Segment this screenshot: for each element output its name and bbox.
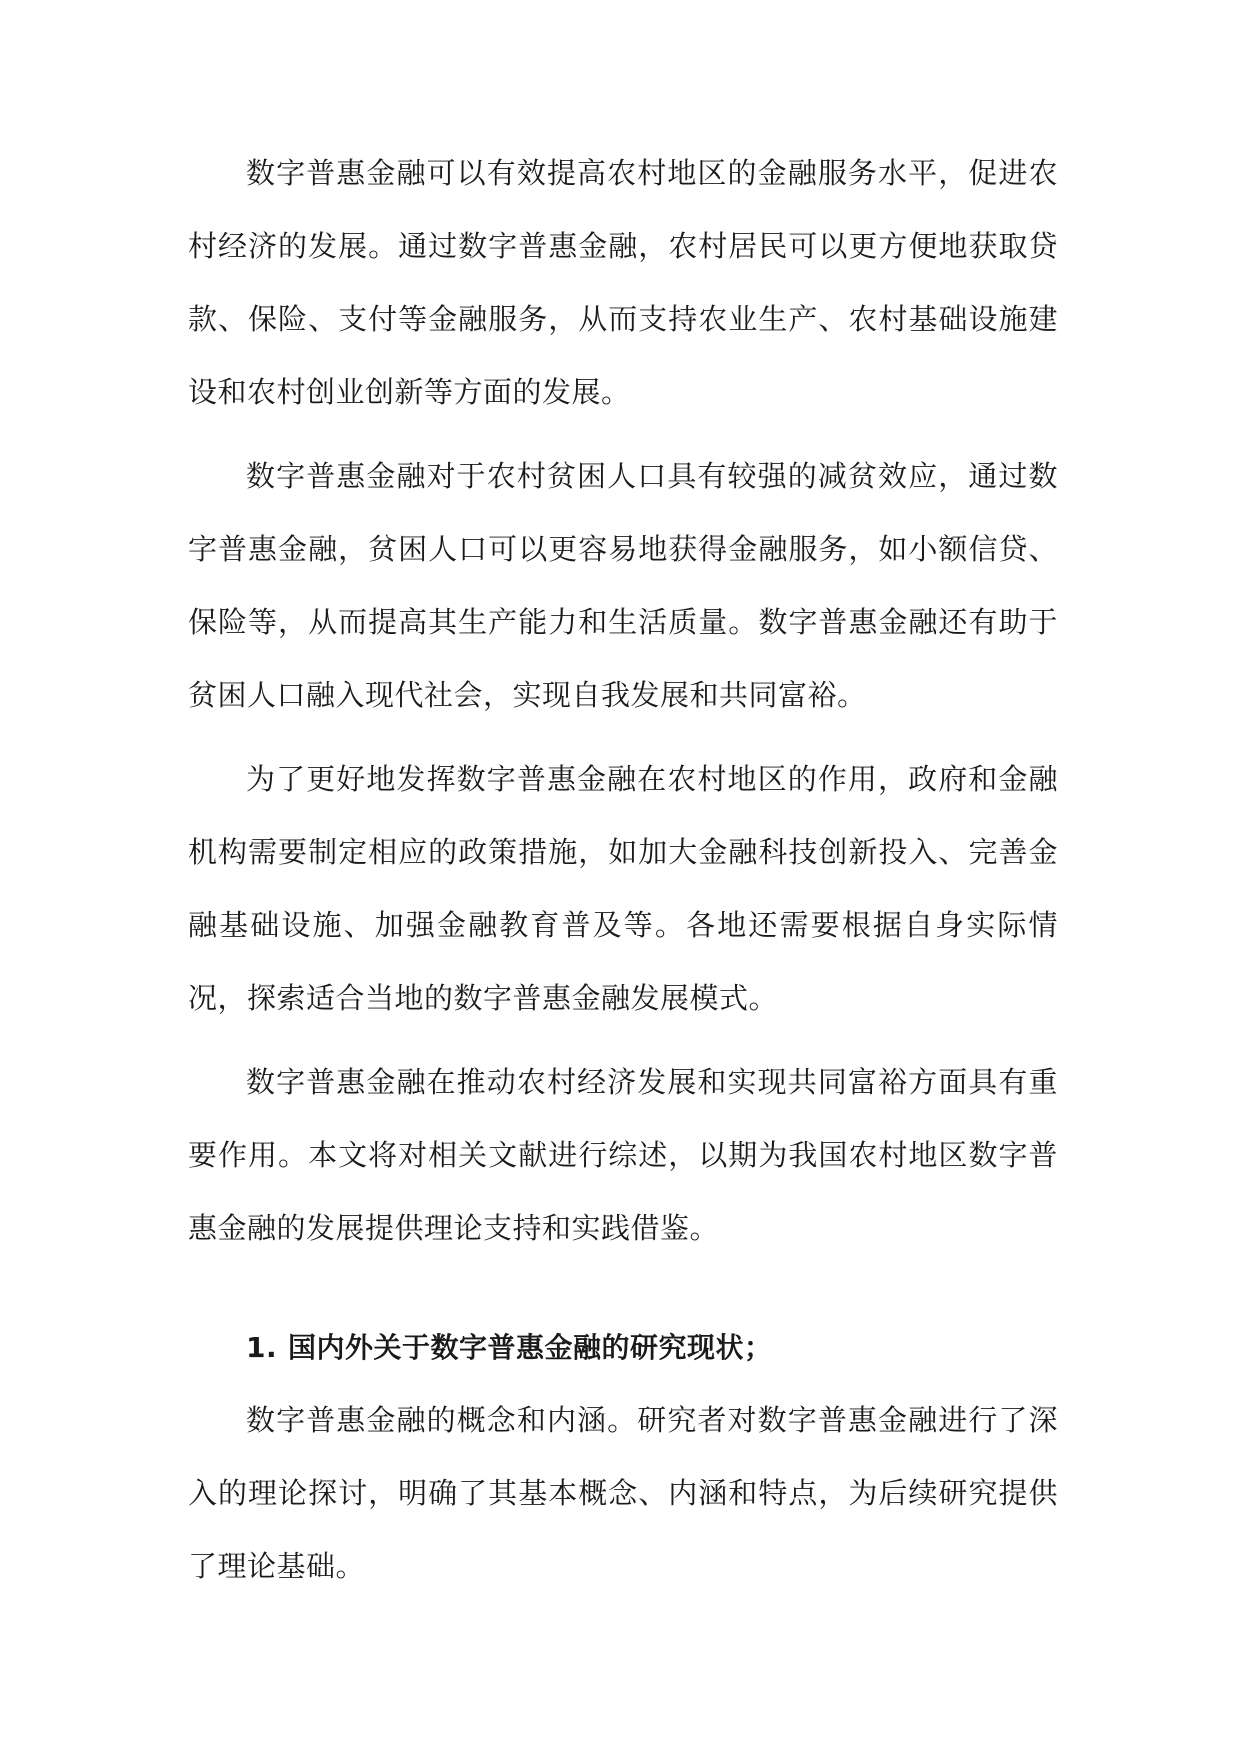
document-body	[188, 137, 1058, 1614]
section-title: 国内外关于数字普惠金融的研究现状；	[288, 1331, 773, 1364]
section-paragraph-1: 数字普惠金融的概念和内涵。研究者对数字普惠金融进行了深入的理论探讨，明确了其基本概念、内涵和特点，为后续研究提供了理论基础。	[188, 1403, 1058, 1583]
paragraph-1: 数字普惠金融可以有效提高农村地区的金融服务水平，促进农村经济的发展。通过数字普惠金融，农村居民可以更方便地获取贷款、保险、支付等金融服务，从而支持农业生产、农村基础设施建设和农村创业创新等方面的发展。	[188, 156, 1058, 409]
paragraph-4: 数字普惠金融在推动农村经济发展和实现共同富裕方面具有重要作用。本文将对相关文献进行综述，以期为我国农村地区数字普惠金融的发展提供理论支持和实践借鉴。	[188, 1065, 1058, 1245]
paragraph-3: 为了更好地发挥数字普惠金融在农村地区的作用，政府和金融机构需要制定相应的政策措施，如加大金融科技创新投入、完善金融基础设施、加强金融教育普及等。各地还需要根据自身实际情况，探索适合当地的数字普惠金融发展模式。	[188, 762, 1058, 1015]
section-number: 1.	[246, 1331, 278, 1364]
paragraph-2: 数字普惠金融对于农村贫困人口具有较强的减贫效应，通过数字普惠金融，贫困人口可以更容易地获得金融服务，如小额信贷、保险等，从而提高其生产能力和生活质量。数字普惠金融还有助于贫困人口融入现代社会，实现自我发展和共同富裕。	[188, 459, 1058, 712]
section-heading	[188, 1311, 1058, 1384]
